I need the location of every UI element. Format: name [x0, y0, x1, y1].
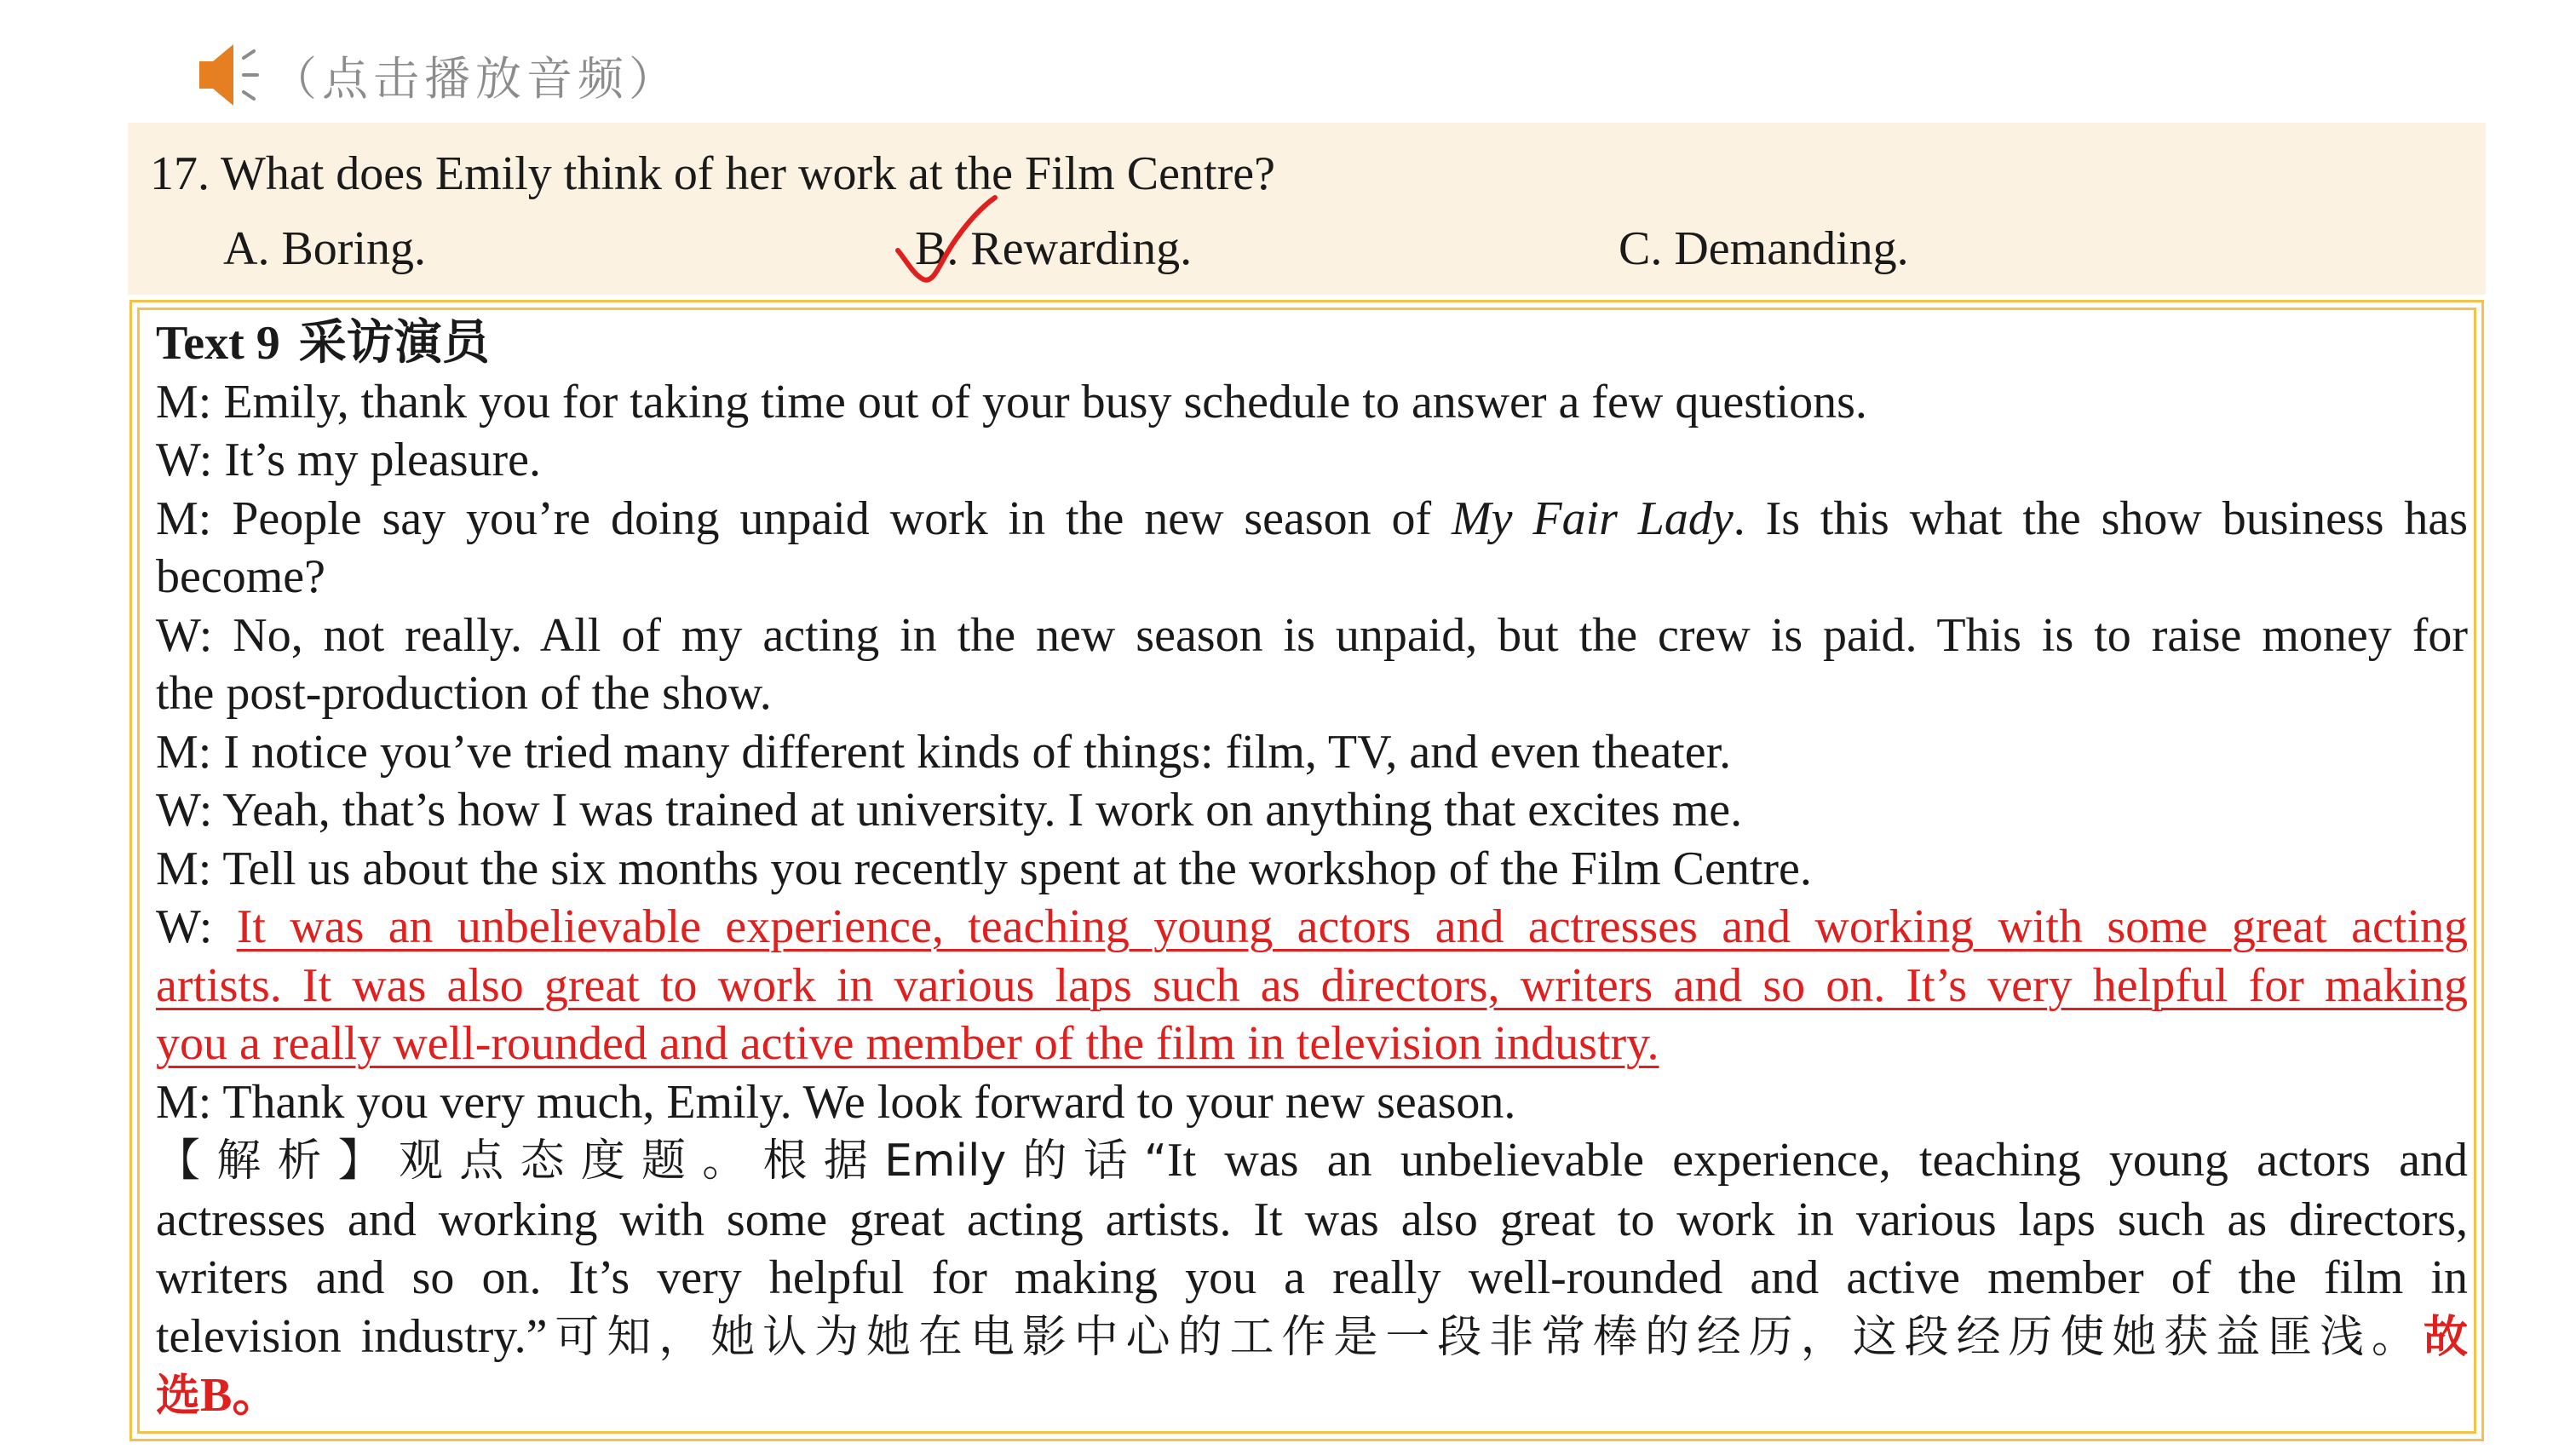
transcript-line: W: It’s my pleasure. — [156, 434, 542, 486]
analysis-line — [156, 1308, 2468, 1367]
show-title: My Fair Lady — [1452, 492, 1734, 545]
checkmark-icon — [894, 196, 1005, 290]
answer-label: 选 — [156, 1371, 201, 1422]
speaker-tag: W: — [156, 900, 237, 953]
analysis-line: writers and so on. It’s very helpful for making you a really well-rounded and active member of the film in — [156, 1251, 2468, 1304]
analysis-quote: It was an unbelievable experience, teaching young actors and — [1166, 1134, 2469, 1187]
option-c-text: Demanding. — [1674, 222, 1909, 275]
speaker-icon[interactable] — [194, 39, 266, 111]
answer-line — [156, 1366, 2468, 1426]
option-a-text: Boring. — [281, 222, 427, 275]
key-sentence: you a really well-rounded and active member of the film in television industry. — [156, 1017, 1659, 1070]
analysis-line — [156, 1131, 2468, 1191]
transcript-box — [129, 300, 2484, 1441]
option-b-text: Rewarding. — [970, 222, 1193, 275]
transcript-line: M: Thank you very much, Emily. We look forward to your new season. — [156, 1075, 1516, 1129]
answer-value: B。 — [200, 1369, 280, 1422]
transcript-line — [156, 490, 2468, 549]
option-b-letter: B. — [915, 222, 959, 275]
option-a[interactable] — [223, 221, 426, 276]
line-part: . Is this what the show business has — [1733, 492, 2469, 545]
transcript-line: the post-production of the show. — [156, 667, 772, 720]
transcript-line: M: Tell us about the six months you recently spent at the workshop of the Film Centre. — [156, 842, 1812, 895]
option-c-letter: C. — [1619, 222, 1663, 275]
transcript-line: W: No, not really. All of my acting in the new season is unpaid, but the crew is paid. This is to raise money for — [156, 608, 2468, 662]
question-text: 17. What does Emily think of her work at the Film Centre? — [150, 147, 1275, 200]
transcript-title-cn: 采访演员 — [298, 315, 490, 371]
audio-label[interactable]: （点击播放音频） — [271, 51, 680, 106]
transcript-line: W: Yeah, that’s how I was trained at university. I work on anything that excites me. — [156, 784, 1743, 837]
transcript-line-highlight — [156, 898, 2468, 957]
transcript-line-highlight — [156, 1015, 2468, 1073]
answer-label: 故 — [2423, 1311, 2468, 1363]
transcript-title — [156, 314, 2468, 373]
option-a-letter: A. — [223, 222, 270, 275]
transcript-line: M: I notice you’ve tried many different kinds of things: film, TV, and even theater. — [156, 725, 1732, 779]
transcript-line: M: Emily, thank you for taking time out of your busy schedule to answer a few questions. — [156, 375, 1867, 428]
transcript-lines — [156, 314, 2468, 1426]
transcript-title-en: Text 9 — [156, 317, 280, 370]
key-sentence: It was an unbelievable experience, teaching young actors and actresses and working with some great acting — [236, 900, 2468, 953]
line-part: M: People say you’re doing unpaid work in the new season of — [156, 492, 1452, 545]
analysis-lead: 【解析】观点态度题。根据Emily的话“ — [156, 1136, 1167, 1187]
audio-play-control[interactable] — [194, 32, 680, 118]
analysis-conclusion: 可知，她认为她在电影中心的工作是一段非常棒的经历，这段经历使她获益匪浅。 — [547, 1311, 2424, 1363]
key-sentence: artists. It was also great to work in various laps such as directors, writers and so on. It’s very helpful for making — [156, 958, 2468, 1012]
option-c[interactable] — [1619, 221, 1909, 276]
analysis-line: actresses and working with some great acting artists. It was also great to work in various laps such as directors, — [156, 1193, 2468, 1246]
analysis-quote-end: television industry.” — [156, 1309, 548, 1363]
question-panel — [128, 123, 2486, 295]
transcript-line: become? — [156, 550, 325, 603]
transcript-line-highlight — [156, 957, 2468, 1015]
